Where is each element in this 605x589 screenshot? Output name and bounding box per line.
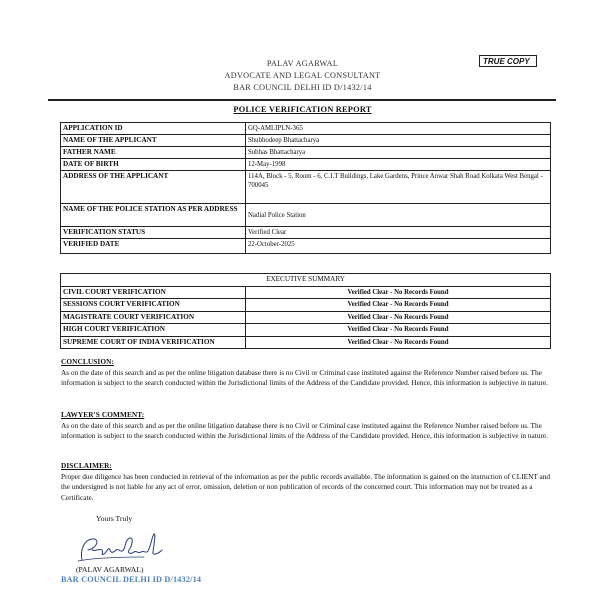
table-row — [61, 147, 551, 159]
row-label: ADDRESS OF THE APPLICANT — [61, 171, 246, 204]
conclusion-section — [61, 357, 553, 389]
row-value: Subhas Bhattacharya — [246, 147, 551, 159]
table-row — [61, 311, 551, 324]
applicant-details-table — [60, 122, 551, 254]
row-value: Verified Clear - No Records Found — [246, 286, 551, 299]
header-divider — [48, 99, 556, 101]
lawyers-comment-heading: LAWYER'S COMMENT: — [61, 410, 145, 419]
table-row — [61, 171, 551, 204]
handwritten-signature — [74, 530, 164, 568]
row-value: Verified Clear - No Records Found — [246, 324, 551, 337]
row-label: HIGH COURT VERIFICATION — [61, 324, 246, 337]
advocate-designation: ADVOCATE AND LEGAL CONSULTANT — [224, 71, 381, 80]
row-value: 114A, Block - 5, Room - 6, C.I.T Buildings, Lake Gardens, Prince Anwar Shah Road Kolkata West Bengal - 700045 — [246, 171, 551, 204]
table-row — [61, 123, 551, 135]
table-row — [61, 239, 551, 254]
row-label: SUPREME COURT OF INDIA VERIFICATION — [61, 336, 246, 349]
closing-salutation: Yours Truly — [96, 514, 133, 523]
disclaimer-section — [61, 461, 553, 503]
advocate-bar-id: BAR COUNCIL DELHI ID D/1432/14 — [233, 83, 372, 92]
row-value: Verified Clear - No Records Found — [246, 336, 551, 349]
true-copy-stamp: TRUE COPY — [479, 55, 537, 67]
row-value: Verified Clear — [246, 227, 551, 239]
row-value: Verified Clear - No Records Found — [246, 299, 551, 312]
row-label: NAME OF THE APPLICANT — [61, 135, 246, 147]
advocate-name: PALAV AGARWAL — [266, 59, 339, 68]
table-row — [61, 299, 551, 312]
conclusion-text: As on the date of this search and as per the online litigation database there is no Civil or Criminal case instituted against the Reference Number raised before us. The information is subject to the search conducted within the Jurisdictional limits of the Address of the Candidate provided. Hence, this information is subjective in nature. — [61, 367, 548, 388]
row-value: GQ-AMLIPLN-365 — [246, 123, 551, 135]
table-row — [61, 324, 551, 337]
table-row — [61, 336, 551, 349]
row-label: VERIFICATION STATUS — [61, 227, 246, 239]
row-label: APPLICATION ID — [61, 123, 246, 135]
table-row — [61, 286, 551, 299]
table-row — [61, 135, 551, 147]
table-row — [61, 204, 551, 227]
row-label: FATHER NAME — [61, 147, 246, 159]
row-value: Shubhodeep Bhattacharya — [246, 135, 551, 147]
row-label: SESSIONS COURT VERIFICATION — [61, 299, 246, 312]
row-value: 12-May-1998 — [246, 159, 551, 171]
table-header-row — [61, 274, 551, 287]
row-label: CIVIL COURT VERIFICATION — [61, 286, 246, 299]
lawyers-comment-text: As on the date of this search and as per the online litigation database there is no Civil or Criminal case instituted against the Reference Number raised before us. The information is subject to the search conducted within the Jurisdictional limits of the Address of the Candidate provided. Hence, this information is subjective in nature. — [61, 420, 548, 441]
executive-summary-table — [60, 273, 551, 349]
lawyers-comment-section — [61, 410, 553, 442]
row-value: Verified Clear - No Records Found — [246, 311, 551, 324]
row-value: 22-October-2025 — [246, 239, 551, 254]
row-label: NAME OF THE POLICE STATION AS PER ADDRESS — [61, 204, 246, 227]
disclaimer-text: Proper due diligence has been conducted in retrieval of the information as per the public records available. The information is gained on the instruction of CLIENT and the undersigned is not liable for any act of error, omission, deletion or non publication of records of the concerned court. This information may not be treated as a Certificate. — [61, 471, 551, 502]
table-row — [61, 159, 551, 171]
row-value: Nadial Police Station — [246, 204, 551, 227]
executive-summary-title: EXECUTIVE SUMMARY — [61, 274, 551, 287]
row-label: DATE OF BIRTH — [61, 159, 246, 171]
signatory-name: (PALAV AGARWAL) — [76, 565, 144, 574]
table-row — [61, 227, 551, 239]
disclaimer-heading: DISCLAIMER: — [61, 461, 112, 470]
row-label: VERIFIED DATE — [61, 239, 246, 254]
signatory-bar-id: BAR COUNCIL DELHI ID D/1432/14 — [61, 575, 202, 584]
report-title: POLICE VERIFICATION REPORT — [233, 105, 372, 114]
conclusion-heading: CONCLUSION: — [61, 357, 114, 366]
row-label: MAGISTRATE COURT VERIFICATION — [61, 311, 246, 324]
